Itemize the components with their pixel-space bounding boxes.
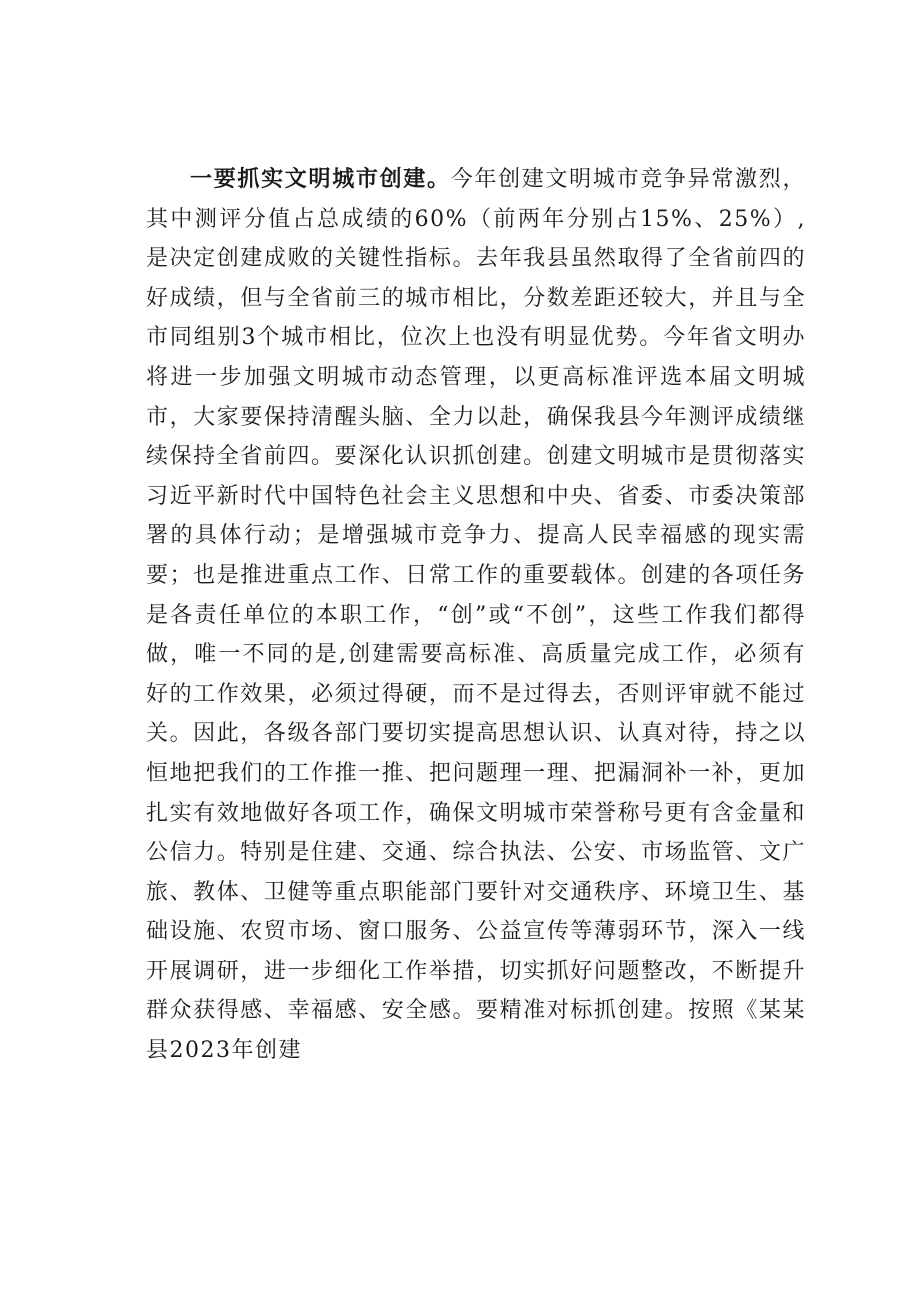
paragraph-heading: 一要抓实文明城市创建。 [190,167,451,192]
body-paragraph [146,160,806,1071]
paragraph-text: 今年创建文明城市竞争异常激烈，其中测评分值占总成绩的60%（前两年分别占15%、25%）,是决定创建成败的关键性指标。去年我县虽然取得了全省前四的好成绩，但与全省前三的城市相比，分数差距还较大，并且与全市同组别3个城市相比，位次上也没有明显优势。今年省文明办将进一步加强文明城市动态管理，以更高标准评选本届文明城市，大家要保持清醒头脑、全力以赴，确保我县今年测评成绩继续保持全省前四。要深化认识抓创建。创建文明城市是贯彻落实习近平新时代中国特色社会主义思想和中央、省委、市委决策部署的具体行动；是增强城市竞争力、提高人民幸福感的现实需要；也是推进重点工作、日常工作的重要载体。创建的各项任务是各责任单位的本职工作，“创”或“不创”，这些工作我们都得做，唯一不同的是,创建需要高标准、高质量完成工作，必须有好的工作效果，必须过得硬，而不是过得去，否则评审就不能过关。因此，各级各部门要切实提高思想认识、认真对待，持之以恒地把我们的工作推一推、把问题理一理、把漏洞补一补，更加扎实有效地做好各项工作，确保文明城市荣誉称号更有含金量和公信力。特别是住建、交通、综合执法、公安、市场监管、文广旅、教体、卫健等重点职能部门要针对交通秩序、环境卫生、基础设施、农贸市场、窗口服务、公益宣传等薄弱环节，深入一线开展调研，进一步细化工作举措，切实抓好问题整改，不断提升群众获得感、幸福感、安全感。要精准对标抓创建。按照《某某县2023年创建 [146,167,806,1064]
